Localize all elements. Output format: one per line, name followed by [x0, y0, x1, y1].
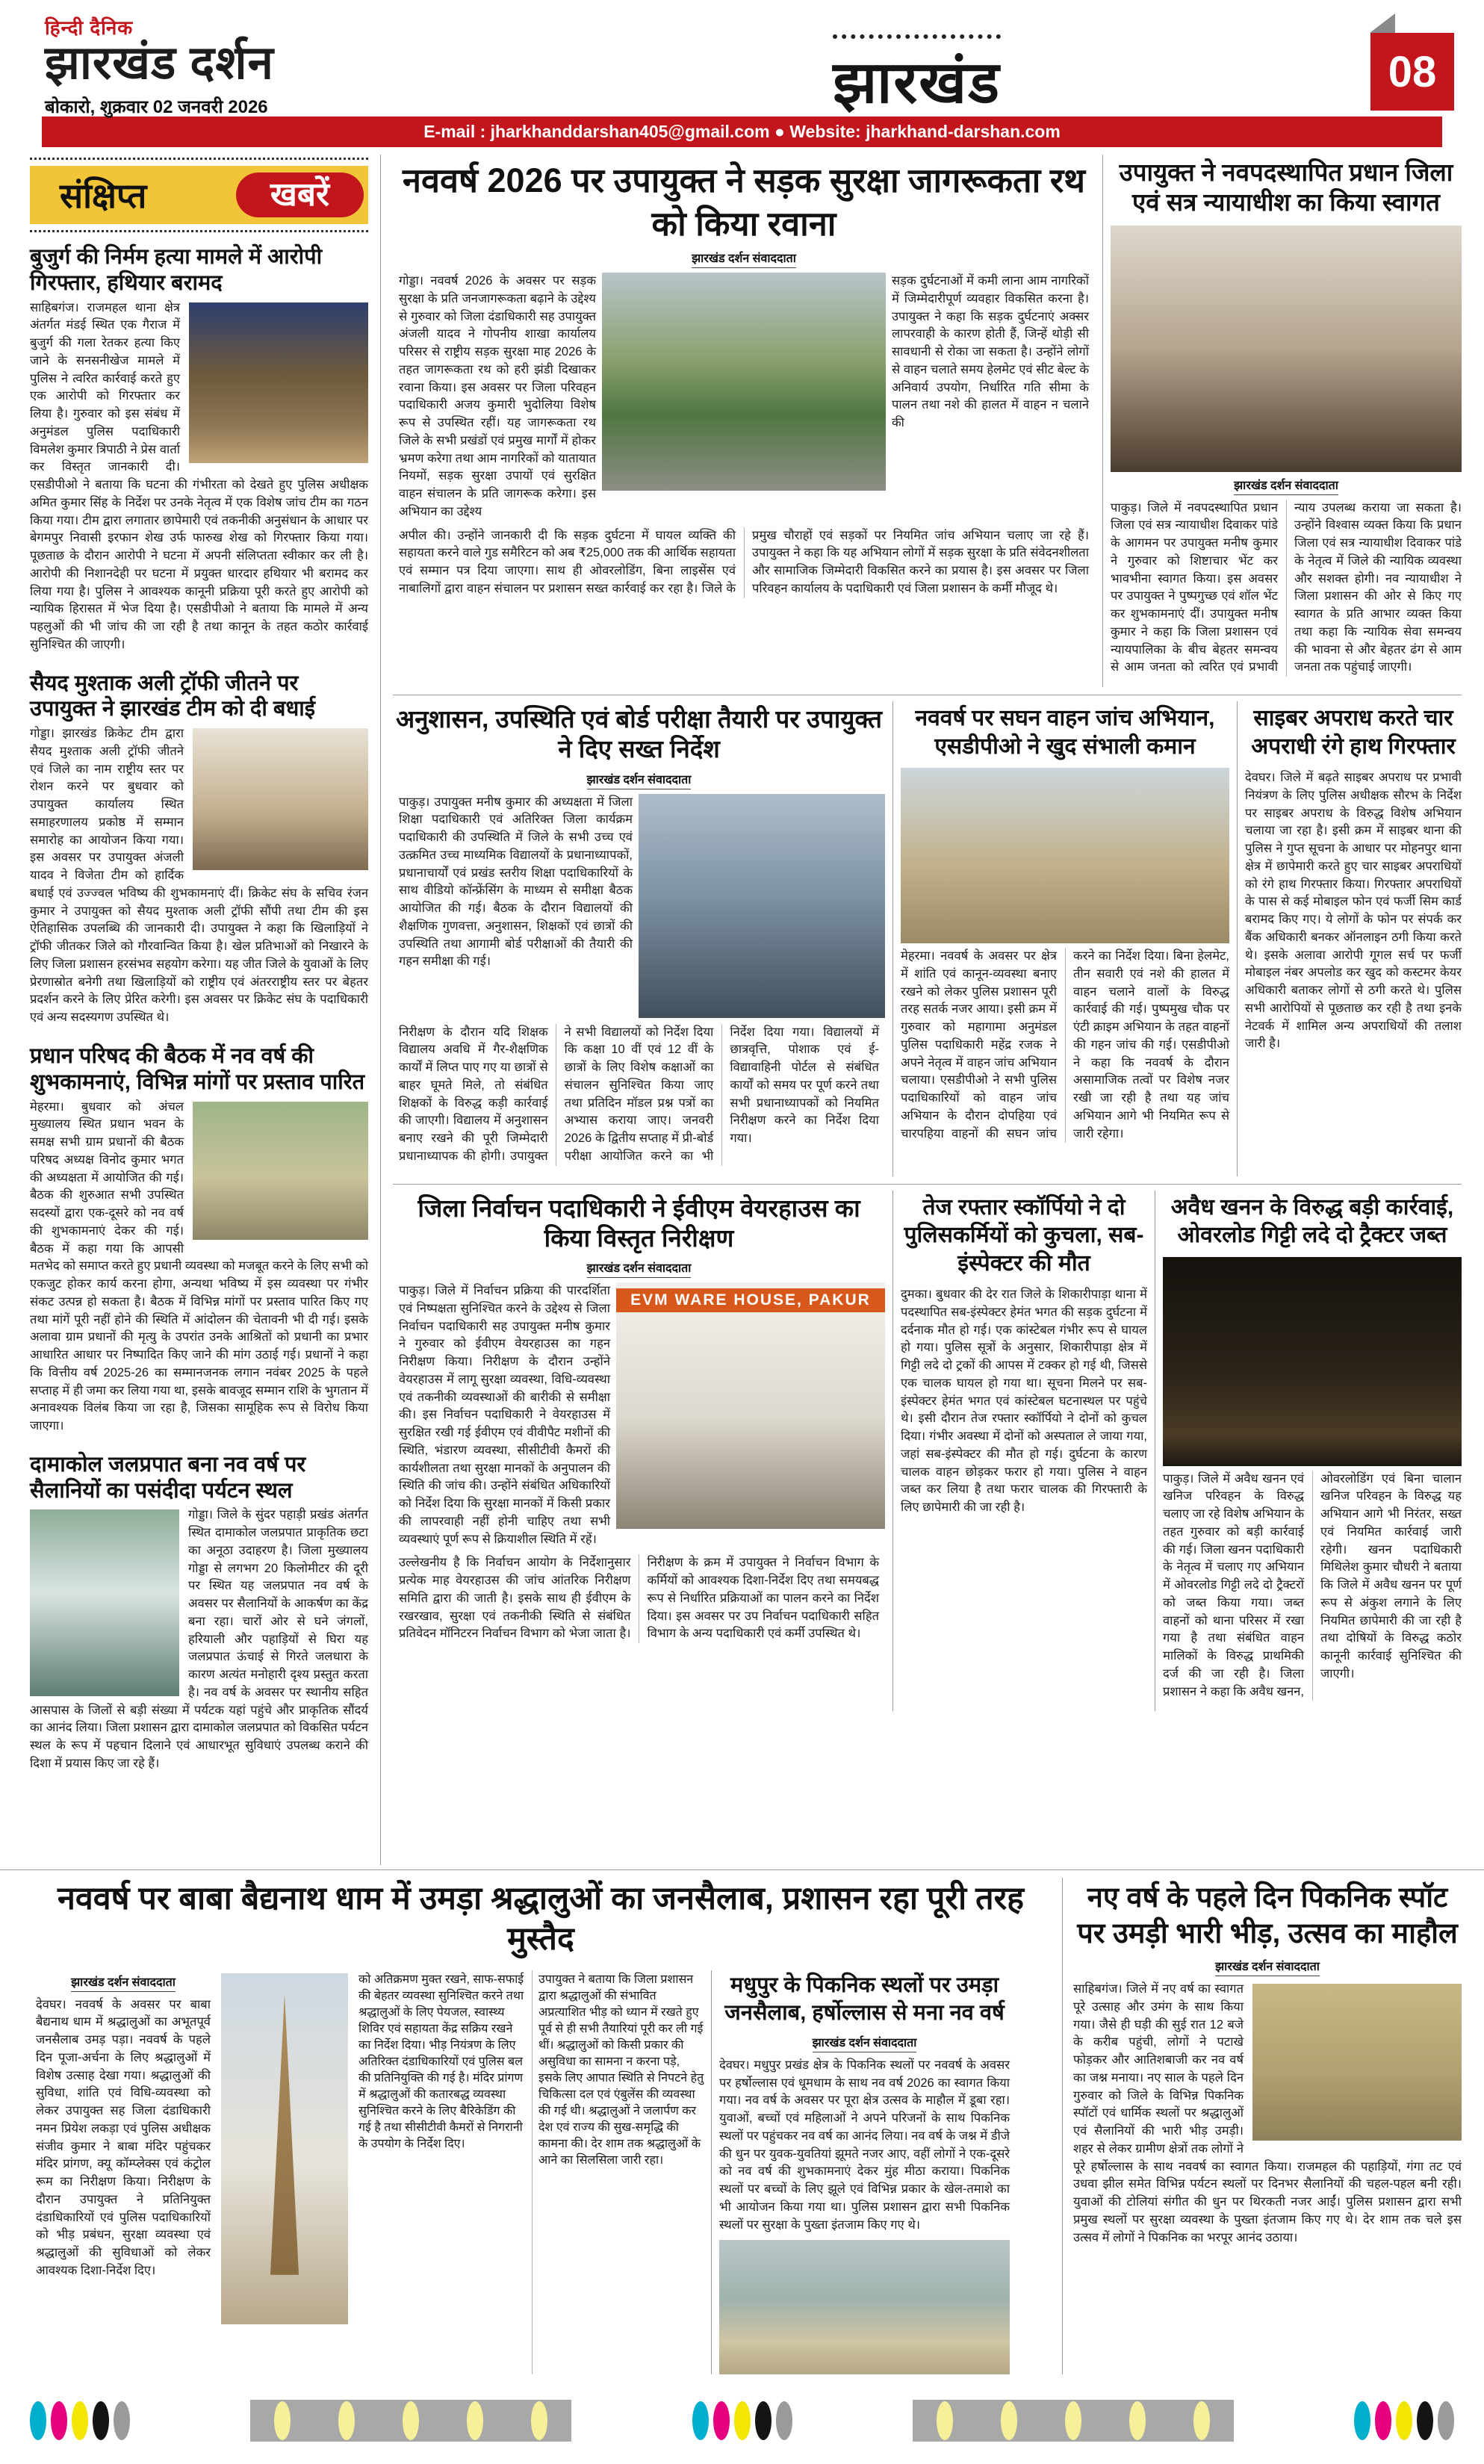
- registration-bar-icon: [913, 2400, 1234, 2442]
- article-pradhan-headline: प्रधान परिषद की बैठक में नव वर्ष की शुभकामनाएं, विभिन्न मांगों पर प्रस्ताव पारित: [30, 1043, 365, 1094]
- contact-bar: E-mail : jharkhanddarshan405@gmail.com ● Website: jharkhand-darshan.com: [42, 117, 1442, 147]
- row-low: [393, 1191, 1462, 1712]
- article-hatya: [30, 238, 368, 654]
- photo-madhupur-picnic-riverside: [719, 2240, 1010, 2374]
- row-top: [393, 155, 1462, 695]
- article-evm-body-bottom: उल्लेखनीय है कि निर्वाचन आयोग के निर्देशानुसार प्रत्येक माह वेयरहाउस की जांच आंतरिक निरीक्षण समिति द्वारा की जाती है। इसके साथ ही ईवीएम के रखरखाव, सुरक्षा एवं तकनीकी स्थिति से संबंधित प्रतिवेदन मॉनिटरन निर्वाचन विभाग को भेजा जाता है। निरीक्षण के क्रम में उपायुक्त ने निर्वाचन विभाग के कर्मियों को आवश्यक दिशा-निर्देश दिए तथा समयबद्ध रूप से निर्धारित प्रक्रियाओं का पालन करने का निर्देश दिया। इस अवसर पर उप निर्वाचन पदाधिकारी सहित विभाग के अन्य पदाधिकारी एवं कर्मी उपस्थित थे।: [399, 1556, 879, 1641]
- brief-header-left: संक्षिप्त: [60, 176, 147, 215]
- brief-news-header: [30, 158, 368, 232]
- article-pradhan: [30, 1037, 368, 1436]
- article-trophy: [30, 665, 368, 1027]
- article-rath-col-right: सड़क दुर्घटनाओं में कमी लाना आम नागरिकों में जिम्मेदारीपूर्ण व्यवहार विकसित करना है। उपायुक्त ने कहा कि सड़क दुर्घटनाएं अक्सर लापरवाही के कारण होती हैं, जिन्हें थोड़ी सी सावधानी से रोका जा सकता है। उन्होंने लोगों से वाहन चलाते समय हेलमेट एवं सीट बेल्ट के अनिवार्य उपयोग, निर्धारित गति सीमा के पालन तथा नशे की हालत में वाहन न चलाने की: [892, 274, 1089, 430]
- article-picnic-body-wrap: साहिबगंज। जिले में नए वर्ष का स्वागत पूरे उत्साह और उमंग के साथ किया गया। जैसे ही घड़ी की सुई रात 12 बजे के करीब पहुंची, लोगों ने पटाखे फोड़कर और आतिशबाजी कर नव वर्ष का जश्न मनाया। नए साल के पहले दिन गुरुवार को जिले के विभिन्न पिकनिक स्पॉटों एवं धार्मिक स्थलों पर श्रद्धालुओं एवं सैलानियों की भारी भीड़ उमड़ी। शहर से लेकर ग्रामीण क्षेत्रों तक लोगों ने पूरे हर्षोल्लास के साथ नववर्ष का स्वागत किया। राजमहल की पहाड़ियों, गंगा तट एवं उधवा झील समेत विभिन्न पर्यटन स्थलों पर दिनभर सैलानियों की चहल-पहल बनी रही। युवाओं की टोलियां संगीत की धुन पर थिरकती नजर आईं। पुलिस प्रशासन द्वारा सभी प्रमुख स्थलों पर सुरक्षा व्यवस्था के पुख्ता इंतजाम किए गए थे। देर शाम तक चले इस उत्सव में लोगों ने पिकनिक का भरपूर आनंद उठाया।: [1073, 1982, 1462, 2244]
- byline: झारखंड दर्शन संवाददाता: [393, 249, 1095, 268]
- photo-pradhan-meeting: [193, 1102, 368, 1240]
- photo-trophy-felicitation: [193, 728, 368, 870]
- byline: झारखंड दर्शन संवाददाता: [36, 1973, 211, 1992]
- registration-bar-icon: [250, 2400, 571, 2442]
- article-trophy-headline: सैयद मुश्ताक अली ट्रॉफी जीतने पर उपायुक्त ने झारखंड टीम को दी बधाई: [30, 671, 316, 721]
- page-section-title: झारखंड: [463, 13, 1370, 120]
- article-hatya-body-wrap: साहिबगंज। राजमहल थाना क्षेत्र अंतर्गत मंडई स्थित एक गैराज में बुजुर्ग की गला रेतकर हत्या किए जाने के सनसनीखेज मामले में पुलिस ने त्वरित कार्रवाई करते हुए एक आरोपी को गिरफ्तार कर लिया है। गुरुवार को इस संबंध में अनुमंडल पुलिस पदाधिकारी विमलेश कुमार त्रिपाठी ने प्रेस वार्ता कर विस्तृत जानकारी दी। एसडीपीओ ने बताया कि घटना की गंभीरता को देखते हुए पुलिस अधीक्षक अमित कुमार सिंह के निर्देश पर उनके नेतृत्व में एक विशेष जांच टीम का गठन किया गया। टीम द्वारा लगातार छापेमारी एवं तकनीकी अनुसंधान के आधार पर बेगमपुर निवासी इरफान शेख उर्फ फारुख शेख को गिरफ्तार किया गया। पूछताछ के दौरान आरोपी ने घटना में अपनी संलिप्तता स्वीकार कर ली है। आरोपी की निशानदेही पर घटना में प्रयुक्त धारदार हथियार भी बरामद कर लिया गया है। पुलिस ने आवश्यक कानूनी प्रक्रिया पूरी करते हुए आरोपी को न्यायिक हिरासत में भेज दिया है। एसडीपीओ ने बताया कि मामले में अन्य पहलुओं की भी जांच की जा रही है तथा कानून के तहत कठोर कार्रवाई सुनिश्चित की जाएगी।: [30, 300, 368, 651]
- byline: झारखंड दर्शन संवाददाता: [393, 771, 885, 789]
- article-evm: [393, 1191, 885, 1701]
- article-baidyanath-headline: नववर्ष पर बाबा बैद्यनाथ धाम में उमड़ा श्रद्धालुओं का जनसैलाब, प्रशासन रहा पूरी तरह मुस्तैद: [57, 1881, 1025, 1957]
- article-pradhan-body-wrap: मेहरमा। बुधवार को अंचल मुख्यालय स्थित प्रधान भवन के समक्ष सभी ग्राम प्रधानों की बैठक परिषद अध्यक्ष विनोद कुमार भगत की अध्यक्षता में आयोजित की गई। बैठक की शुरुआत सभी उपस्थित सदस्यों द्वारा एक-दूसरे को नव वर्ष की शुभकामनाएं देकर की गई। बैठक में कहा गया कि आपसी मतभेद को समाप्त करते हुए प्रधानी व्यवस्था को मजबूत करने के लिए सभी को एकजुट होकर कार्य करना होगा, अन्यथा भविष्य में इस व्यवस्था पर गंभीर संकट उत्पन्न हो सकता है। बैठक में विभिन्न मांगों पर प्रस्ताव पारित किए गए तथा मांगें पूरी नहीं होने की स्थिति में आंदोलन की चेतावनी भी दी गई। इसके अलावा ग्राम प्रधानों की मृत्यु के उपरांत उनके आश्रितों को प्रधानी का प्रभार आधारित आधार पर निष्पादित किए जाने की मांग उठाई गई। प्रधानों ने कहा कि वित्तीय वर्ष 2025-26 का सम्मानजनक लगान नवंबर 2025 के पहले सप्ताह में ही जमा कर लिया गया था, इसके बावजूद सम्मान राशि के भुगतान में अनावश्यक विलंब किया जा रहा है, जिसका सामूहिक रूप से विरोध किया जाएगा।: [30, 1099, 368, 1433]
- article-evm-col: पाकुड़। जिले में निर्वाचन प्रक्रिया की पारदर्शिता एवं निष्पक्षता सुनिश्चित करने के उद्देश्य से जिला निर्वाचन पदाधिकारी सह उपायुक्त मनीष कुमार ने गुरुवार को ईवीएम वेयरहाउस का गहन निरीक्षण किया। निरीक्षण के दौरान उन्होंने वेयरहाउस में लागू सुरक्षा व्यवस्था, विधि-व्यवस्था एवं तकनीकी व्यवस्थाओं की बारीकी से समीक्षा की। इस निर्वाचन पदाधिकारी ने वेयरहाउस में सुरक्षित रखी गई ईवीएम एवं वीवीपैट मशीनों की स्थिति, भंडारण व्यवस्था, सीसीटीवी कैमरों की कार्यशीलता तथा सुरक्षा मानकों के अनुपालन की स्थिति की जांच की। उन्होंने संबंधित अधिकारियों को निर्देश दिया कि सुरक्षा मानकों में किसी प्रकार की लापरवाही नहीं होनी चाहिए तथा सभी व्यवस्थाएं पूर्ण रूप से क्रियाशील स्थिति में रहें।: [399, 1284, 610, 1546]
- photo-seized-tractors-night: [1163, 1257, 1462, 1466]
- article-anushasan-body-bottom: निरीक्षण के दौरान यदि शिक्षक विद्यालय अवधि में गैर-शैक्षणिक कार्यों में लिप्त पाए गए या छात्रों से बाहर घूमते मिले, तो संबंधित शिक्षकों के विरुद्ध कड़ी कार्रवाई की जाएगी। विद्यालय में अनुशासन बनाए रखने की पूरी जिम्मेदारी प्रधानाध्यापक की होगी। उपायुक्त ने सभी विद्यालयों को निर्देश दिया कि कक्षा 10 वीं एवं 12 वीं के छात्रों के लिए विशेष कक्षाओं का संचालन सुनिश्चित किया जाए तथा प्रतिदिन मॉडल प्रश्न पत्रों का अभ्यास कराया जाए। जनवरी 2026 के द्वितीय सप्ताह में प्री-बोर्ड परीक्षा आयोजित करने का भी निर्देश दिया गया। विद्यालयों में छात्रवृत्ति, पोशाक एवं ई-विद्यावाहिनी पोर्टल से संबंधित कार्यों को समय पर पूर्ण करने तथा सभी प्रधानाध्यापकों को नियमित निरीक्षण करने का निर्देश दिया गया।: [399, 1025, 879, 1163]
- photo-baidyanath-temple-tower: [221, 1973, 348, 2324]
- article-baidyanath-col1: देवघर। नववर्ष के अवसर पर बाबा बैद्यनाथ धाम में श्रद्धालुओं का अभूतपूर्व जनसैलाब उमड़ पड़ा। नववर्ष के पहले दिन पूजा-अर्चना के लिए श्रद्धालुओं में विशेष उत्साह देखा गया। श्रद्धालुओं की सुविधा, शांति एवं विधि-व्यवस्था को लेकर उपायुक्त सह जिला दंडाधिकारी नमन प्रियेश लकड़ा एवं पुलिस अधीक्षक संजीव कुमार ने बाबा मंदिर पहुंचकर मंदिर प्रांगण, क्यू कॉम्प्लेक्स एवं कंट्रोल रूम का निरीक्षण किया। निरीक्षण के दौरान उपायुक्त ने प्रतिनियुक्त दंडाधिकारियों एवं पुलिस पदाधिकारियों को भीड़ प्रबंधन, सुरक्षा व्यवस्था एवं श्रद्धालुओं की सुविधाओं को लेकर आवश्यक दिशा-निर्देश दिए।: [36, 1997, 211, 2277]
- byline: झारखंड दर्शन संवाददाता: [719, 2034, 1010, 2052]
- article-scorpio-headline: तेज रफ्तार स्कॉर्पियो ने दो पुलिसकर्मियों को कुचला, सब-इंस्पेक्टर की मौत: [904, 1194, 1144, 1276]
- article-rath-body-bottom: अपील की। उन्होंने जानकारी दी कि सड़क दुर्घटना में घायल व्यक्ति की सहायता करने वाले गुड समैरिटन को अब ₹25,000 तक की आर्थिक सहायता एवं सम्मान पत्र दिया जाएगा। साथ ही ओवरलोडिंग, बिना लाइसेंस एवं नाबालिगों द्वारा वाहन संचालन पर प्रशासन सख्त कार्रवाई कर रहा है। जिले के प्रमुख चौराहों एवं सड़कों पर नियमित जांच अभियान चलाए जा रहे हैं। उपायुक्त ने कहा कि यह अभियान लोगों में सड़क सुरक्षा के प्रति संवेदनशीलता और सामाजिक जिम्मेदारी विकसित करने का प्रयास है। इस अवसर पर जिला परिवहन कार्यालय के पदाधिकारी एवं जिला प्रशासन के कर्मी मौजूद थे।: [399, 528, 1089, 595]
- photo-damakol-waterfall: [30, 1509, 179, 1696]
- article-khanan-body: पाकुड़। जिले में अवैध खनन एवं खनिज परिवहन के विरुद्ध चलाए जा रहे विशेष अभियान के तहत गुरुवार को बड़ी कार्रवाई की गई। जिला खनन पदाधिकारी के नेतृत्व में चलाए गए अभियान में ओवरलोड गिट्टी लदे दो ट्रैक्टरों को जब्त किया गया। जब्त वाहनों को थाना परिसर में रखा गया है तथा संबंधित वाहन मालिकों के विरुद्ध प्राथमिकी दर्ज की जा रही है। जिला प्रशासन ने कहा कि अवैध खनन, ओवरलोडिंग एवं बिना चालान खनिज परिवहन के विरुद्ध यह अभियान आगे भी निरंतर, सख्त एवं नियमित कार्रवाई जारी रहेगी। खनन पदाधिकारी मिथिलेश कुमार चौधरी ने बताया कि जिले में अवैध खनन पर पूर्ण रूप से अंकुश लगाने के लिए नियमित छापेमारी की जा रही है तथा दोषियों के विरुद्ध कठोर कानूनी कार्रवाई सुनिश्चित की जाएगी।: [1163, 1471, 1462, 1698]
- photo-picnic-crowd-hillside: [1252, 1984, 1462, 2141]
- cmyk-dots-icon: [1354, 2401, 1454, 2440]
- article-vahan-headline: नववर्ष पर सघन वाहन जांच अभियान, एसडीपीओ ने खुद संभाली कमान: [915, 706, 1215, 759]
- row-mid: [393, 701, 1462, 1185]
- bottom-section: [0, 1869, 1484, 2374]
- article-hatya-headline: बुजुर्ग की निर्मम हत्या मामले में आरोपी गिरफ्तार, हथियार बरामद: [30, 245, 323, 295]
- page-number-badge: 08: [1370, 33, 1454, 111]
- byline: झारखंड दर्शन संवाददाता: [1111, 477, 1462, 495]
- article-picnic: [1063, 1878, 1462, 2374]
- brief-header-pill: खबरें: [236, 173, 364, 217]
- article-evm-headline: जिला निर्वाचन पदाधिकारी ने ईवीएम वेयरहाउस का किया विस्तृत निरीक्षण: [417, 1194, 860, 1252]
- article-swagat-body: पाकुड़। जिले में नवपदस्थापित प्रधान जिला एवं सत्र न्यायाधीश दिवाकर पांडे के आगमन पर उपायुक्त मनीष कुमार ने गुरुवार को शिष्टाचार भेंट कर भावभीना स्वागत किया। इस अवसर पर उपायुक्त ने पुष्पगुच्छ एवं शॉल भेंट कर शुभकामनाएं दीं। उपायुक्त मनीष कुमार ने कहा कि जिला प्रशासन एवं न्यायपालिका के बीच बेहतर समन्वय से आम जनता को त्वरित एवं प्रभावी न्याय उपलब्ध कराया जा सकता है। उन्होंने विश्वास व्यक्त किया कि प्रधान जिला एवं सत्र न्यायाधीश दिवाकर पांडे के नेतृत्व में जिले की न्यायिक व्यवस्था और सशक्त होगी। नव न्यायाधीश ने जिला प्रशासन की ओर से किए गए स्वागत के प्रति आभार व्यक्त किया तथा कहा कि न्यायिक सेवा समन्वय की भावना से और बेहतर ढंग से आम जनता तक पहुंचाई जाएगी।: [1111, 500, 1462, 674]
- photo-judge-welcome: [1111, 226, 1462, 472]
- brief-news-column: [30, 155, 381, 1865]
- article-anushasan-col: पाकुड़। उपायुक्त मनीष कुमार की अध्यक्षता में जिला शिक्षा पदाधिकारी एवं अतिरिक्त जिला कार्यक्रम पदाधिकारी की उपस्थिति में जिले के सभी उच्च एवं उत्क्रमित उच्च माध्यमिक विद्यालयों के प्रधानाध्यापकों, प्रधानाचार्यों एवं प्रखंड स्तरीय शिक्षा पदाधिकारियों के साथ वीडियो कॉन्फ्रेंसिंग के माध्यम से समीक्षा बैठक आयोजित की गई। बैठक के दौरान विद्यालयों की शैक्षणिक गुणवत्ता, अनुशासन, शिक्षकों एवं छात्रों की उपस्थिति तथा आगामी बोर्ड परीक्षाओं की तैयारी की गहन समीक्षा की गई।: [399, 795, 633, 969]
- article-swagat: [1111, 155, 1462, 677]
- main-stories-area: [381, 155, 1462, 1865]
- article-vahan: [901, 701, 1229, 1166]
- article-cyber-headline: साइबर अपराध करते चार अपराधी रंगे हाथ गिरफ्तार: [1251, 706, 1456, 759]
- masthead: [0, 0, 1484, 117]
- article-khanan-headline: अवैध खनन के विरुद्ध बड़ी कार्रवाई, ओवरलोड गिट्टी लदे दो ट्रैक्टर जब्त: [1170, 1194, 1454, 1247]
- article-rath-col-left: गोड्डा। नववर्ष 2026 के अवसर पर सड़क सुरक्षा के प्रति जनजागरूकता बढ़ाने के उद्देश्य से गुरुवार को जिला दंडाधिकारी सह उपायुक्त अंजली यादव ने गोपनीय शाखा कार्यालय परिसर से राष्ट्रीय सड़क सुरक्षा माह 2026 के तहत जागरूकता रथ को हरी झंडी दिखाकर रवाना किया। इस अवसर पर जिला परिवहन पदाधिकारी अजय कुमारी भुदोलिया विशेष रूप से उपस्थित रहीं। यह जागरूकता रथ जिले के सभी प्रखंडों एवं प्रमुख मार्गों में होकर भ्रमण करेगा तथा आम नागरिकों को यातायात नियमों, सड़क सुरक्षा उपायों एवं सुरक्षित वाहन संचालन के प्रति जागरूक करेगा। इस अभियान का उद्देश्य: [399, 274, 596, 518]
- print-registration-marks: [0, 2380, 1484, 2464]
- cmyk-dots-icon: [692, 2401, 792, 2440]
- article-madhupur-body: देवघर। मधुपुर प्रखंड क्षेत्र के पिकनिक स्थलों पर नववर्ष के अवसर पर हर्षोल्लास एवं धूमधाम के साथ नव वर्ष 2026 का स्वागत किया गया। नव वर्ष के अवसर पर पूरा क्षेत्र उत्सव के माहौल में डूबा रहा। युवाओं, बच्चों एवं महिलाओं ने अपने परिजनों के साथ पिकनिक स्थलों पर पहुंचकर नव वर्ष का आनंद लिया। नव वर्ष के जश्न में डीजे की धुन पर युवक-युवतियां झूमते नजर आए, वहीं लोगों ने एक-दूसरे को नव वर्ष की शुभकामनाएं देकर मुंह मीठा कराया। पिकनिक स्थलों पर बच्चों के लिए झूले एवं विभिन्न प्रकार के खेल-तमाशे का भी आयोजन किया गया था। पुलिस प्रशासन द्वारा सभी पिकनिक स्थलों पर सुरक्षा के पुख्ता इंतजाम किए गए थे।: [719, 2058, 1010, 2232]
- article-baidyanath-col3: उपायुक्त ने बताया कि जिला प्रशासन द्वारा श्रद्धालुओं की संभावित अप्रत्याशित भीड़ को ध्यान में रखते हुए पूर्व से ही सभी तैयारियां पूरी कर ली गई थीं। श्रद्धालुओं को किसी प्रकार की असुविधा का सामना न करना पड़े, इसके लिए आपात स्थिति से निपटने हेतु चिकित्सा दल एवं एंबुलेंस की व्यवस्था की गई थी। श्रद्धालुओं ने जलार्पण कर देश एवं राज्य की सुख-समृद्धि की कामना की। देर शाम तक श्रद्धालुओं के आने का सिलसिला जारी रहा।: [532, 1970, 711, 2375]
- photo-video-conference-review: [639, 794, 885, 1018]
- article-madhupur-headline: मधुपुर के पिकनिक स्थलों पर उमड़ा जनसैलाब, हर्षोल्लास से मना नव वर्ष: [724, 1973, 1005, 2026]
- article-baidyanath-col2: को अतिक्रमण मुक्त रखने, साफ-सफाई की बेहतर व्यवस्था सुनिश्चित करने तथा श्रद्धालुओं के लिए पेयजल, स्वास्थ्य शिविर एवं सहायता केंद्र सक्रिय रखने का निर्देश दिया। भीड़ नियंत्रण के लिए अतिरिक्त दंडाधिकारियों एवं पुलिस बल की प्रतिनियुक्ति की गई है। मंदिर प्रांगण में श्रद्धालुओं की कतारबद्ध व्यवस्था सुनिश्चित करने के लिए बैरिकेडिंग की गई है तथा सीसीटीवी कैमरों से निगरानी के उपयोग के निर्देश दिए।: [358, 1973, 524, 2150]
- cmyk-dots-icon: [30, 2401, 130, 2440]
- photo-police-press-conference: [189, 302, 368, 463]
- masthead-left: [45, 13, 463, 119]
- article-trophy-body-wrap: गोड्डा। झारखंड क्रिकेट टीम द्वारा सैयद मुश्ताक अली ट्रॉफी जीतने एवं जिले का नाम राष्ट्रीय स्तर पर रोशन करने पर बुधवार को उपायुक्त कार्यालय स्थित समाहरणालय प्रकोष्ठ में सम्मान समारोह का आयोजन किया गया। इस अवसर पर उपायुक्त अंजली यादव ने विजेता टीम को हार्दिक बधाई एवं उज्ज्वल भविष्य की शुभकामनाएं दीं। क्रिकेट संघ के सचिव रंजन कुमार ने उपायुक्त को सैयद मुश्ताक अली ट्रॉफी सौंपी तथा टीम की इस ऐतिहासिक उपलब्धि की जानकारी दी। उपायुक्त ने कहा कि खिलाड़ियों ने ट्रॉफी जीतकर जिले को गौरवान्वित किया है। खेल प्रतिभाओं को निखारने के लिए जिला प्रशासन हरसंभव सहयोग करेगा। यह जीत जिले के युवाओं के लिए प्रेरणास्रोत बनेगी तथा खिलाड़ियों को राष्ट्रीय एवं अंतरराष्ट्रीय स्तर पर बेहतर प्रदर्शन करने के लिए प्रेरित करेगी। इस अवसर पर क्रिकेट संघ के पदाधिकारी एवं अन्य सदस्यगण उपस्थित थे।: [30, 727, 368, 1025]
- main-content: [0, 147, 1484, 1865]
- paper-title: झारखंड दर्शन: [45, 37, 274, 89]
- article-vahan-body: मेहरमा। नववर्ष के अवसर पर क्षेत्र में शांति एवं कानून-व्यवस्था बनाए रखने को लेकर पुलिस प्रशासन पूरी तरह सतर्क नजर आया। इसी क्रम में गुरुवार को महागामा अनुमंडल पुलिस पदाधिकारी महेंद्र रजक ने अपने नेतृत्व में वाहन जांच अभियान चलाया। एसडीपीओ ने सभी पुलिस पदाधिकारियों को वाहन जांच अभियान के दौरान दोपहिया एवं चारपहिया वाहनों की सघन जांच करने का निर्देश दिया। बिना हेलमेट, तीन सवारी एवं नशे की हालत में वाहन चलाने वालों के विरुद्ध कार्रवाई की गई। पुष्पमुख चौक पर एंटी क्राइम अभियान के तहत वाहनों की गहन जांच की गई। एसडीपीओ ने कहा कि नववर्ष के दौरान असामाजिक तत्वों पर विशेष नजर रखी जा रही है तथा यह जांच अभियान आगे भी नियमित रूप से जारी रहेगा।: [901, 949, 1229, 1141]
- photo-evm-warehouse: [616, 1282, 885, 1529]
- article-picnic-headline: नए वर्ष के पहले दिन पिकनिक स्पॉट पर उमड़ी भारी भीड़, उत्सव का माहौल: [1077, 1882, 1458, 1949]
- baidyanath-col1-wrap: [30, 1970, 217, 2375]
- photo-vehicle-checking: [901, 768, 1229, 943]
- page-badge-fold-icon: [1370, 13, 1395, 33]
- article-khanan: [1163, 1191, 1462, 1701]
- article-scorpio-body: दुमका। बुधवार की देर रात जिले के शिकारीपाड़ा थाना में पदस्थापित सब-इंस्पेक्टर हेमंत भगत की सड़क दुर्घटना में दर्दनाक मौत हो गई। एक कांस्टेबल गंभीर रूप से घायल हो गया। पुलिस सूत्रों के अनुसार, शिकारीपाड़ा क्षेत्र में गिट्टी लदे दो ट्रकों की आपस में टक्कर हो गई थी, जिससे एक चालक घायल हो गया था। सूचना मिलने पर सब-इंस्पेक्टर हेमंत भगत एवं कांस्टेबल घटनास्थल पर पहुंचे थे। इसी दौरान तेज रफ्तार स्कॉर्पियो ने दोनों को कुचल दिया। गंभीर अवस्था में दोनों को अस्पताल ले जाया गया, जहां सब-इंस्पेक्टर की मौत हो गई। दुर्घटना के कारण चालक वाहन छोड़कर फरार हो गया। पुलिस ने वाहन जब्त कर लिया है तथा फरार चालक की गिरफ्तारी के लिए छापेमारी की जा रही है।: [901, 1288, 1147, 1514]
- article-anushasan: [393, 701, 885, 1166]
- evm-warehouse-signboard: EVM WARE HOUSE, PAKUR: [616, 1288, 885, 1312]
- article-cyber: [1245, 701, 1462, 1166]
- article-swagat-headline: उपायुक्त ने नवपदस्थापित प्रधान जिला एवं सत्र न्यायाधीश का किया स्वागत: [1119, 158, 1453, 217]
- article-scorpio: [901, 1191, 1147, 1701]
- article-damakol-headline: दामाकोल जलप्रपात बना नव वर्ष पर सैलानियों का पसंदीदा पर्यटन स्थल: [30, 1452, 306, 1503]
- article-rath: [393, 155, 1095, 677]
- article-cyber-body: देवघर। जिले में बढ़ते साइबर अपराध पर प्रभावी नियंत्रण के लिए पुलिस अधीक्षक सौरभ के निर्देश पर साइबर अपराध के विरुद्ध विशेष अभियान चलाया जा रहा है। इसी क्रम में साइबर थाना की पुलिस ने गुप्त सूचना के आधार पर मोहनपुर थाना क्षेत्र में छापेमारी करते हुए चार साइबर अपराधियों को रंगे हाथ गिरफ्तार किया। गिरफ्तार अपराधियों के पास से कई मोबाइल फोन एवं फर्जी सिम कार्ड बरामद किए गए। ये लोगों के फोन पर संपर्क कर बैंक अधिकारी बनकर ऑनलाइन ठगी किया करते थे। इसके अलावा आरोपी गूगल सर्च पर फर्जी मोबाइल नंबर अपलोड कर खुद को कस्टमर केयर अधिकारी बताकर लोगों से ठगी करते थे। पुलिस सभी आरोपियों से पूछताछ कर रही है तथा इनके नेटवर्क में शामिल अन्य अपराधियों की तलाश जारी है।: [1245, 771, 1462, 1051]
- article-anushasan-headline: अनुशासन, उपस्थिति एवं बोर्ड परीक्षा तैयारी पर उपायुक्त ने दिए सख्त निर्देश: [396, 705, 882, 763]
- article-damakol-body-wrap: गोड्डा। जिले के सुंदर पहाड़ी प्रखंड अंतर्गत स्थित दामाकोल जलप्रपात प्राकृतिक छटा का अनूठा उदाहरण है। जिला मुख्यालय गोड्डा से लगभग 20 किलोमीटर की दूरी पर स्थित यह जलप्रपात नव वर्ष के अवसर पर सैलानियों के आकर्षण का केंद्र बना रहा। चारों ओर से घने जंगलों, हरियाली और पहाड़ियों से घिरा यह जलप्रपात ऊंचाई से गिरते जलधारा के कारण अत्यंत मनोहारी दृश्य प्रस्तुत करता है। नव वर्ष के अवसर पर स्थानीय सहित आसपास के जिलों से बड़ी संख्या में पर्यटक यहां पहुंचे और प्राकृतिक सौंदर्य का आनंद लिया। जिला प्रशासन द्वारा दामाकोल जलप्रपात को विकसित पर्यटन स्थल के रूप में पहचान दिलाने एवं आधारभूत सुविधाएं उपलब्ध कराने की दिशा में प्रयास किए जा रहे हैं।: [30, 1508, 368, 1770]
- paper-tagline: हिन्दी दैनिक: [45, 16, 134, 39]
- article-rath-headline: नववर्ष 2026 पर उपायुक्त ने सड़क सुरक्षा जागरूकता रथ को किया रवाना: [402, 161, 1085, 243]
- byline: झारखंड दर्शन संवाददाता: [393, 1259, 885, 1278]
- article-damakol: [30, 1446, 368, 1773]
- edition-dateline: बोकारो, शुक्रवार 02 जनवरी 2026: [45, 97, 268, 117]
- byline: झारखंड दर्शन संवाददाता: [1073, 1958, 1462, 1976]
- baidyanath-story: [30, 1878, 1063, 2374]
- photo-awareness-rath-flagoff: [602, 273, 886, 491]
- article-madhupur: [711, 1970, 1010, 2375]
